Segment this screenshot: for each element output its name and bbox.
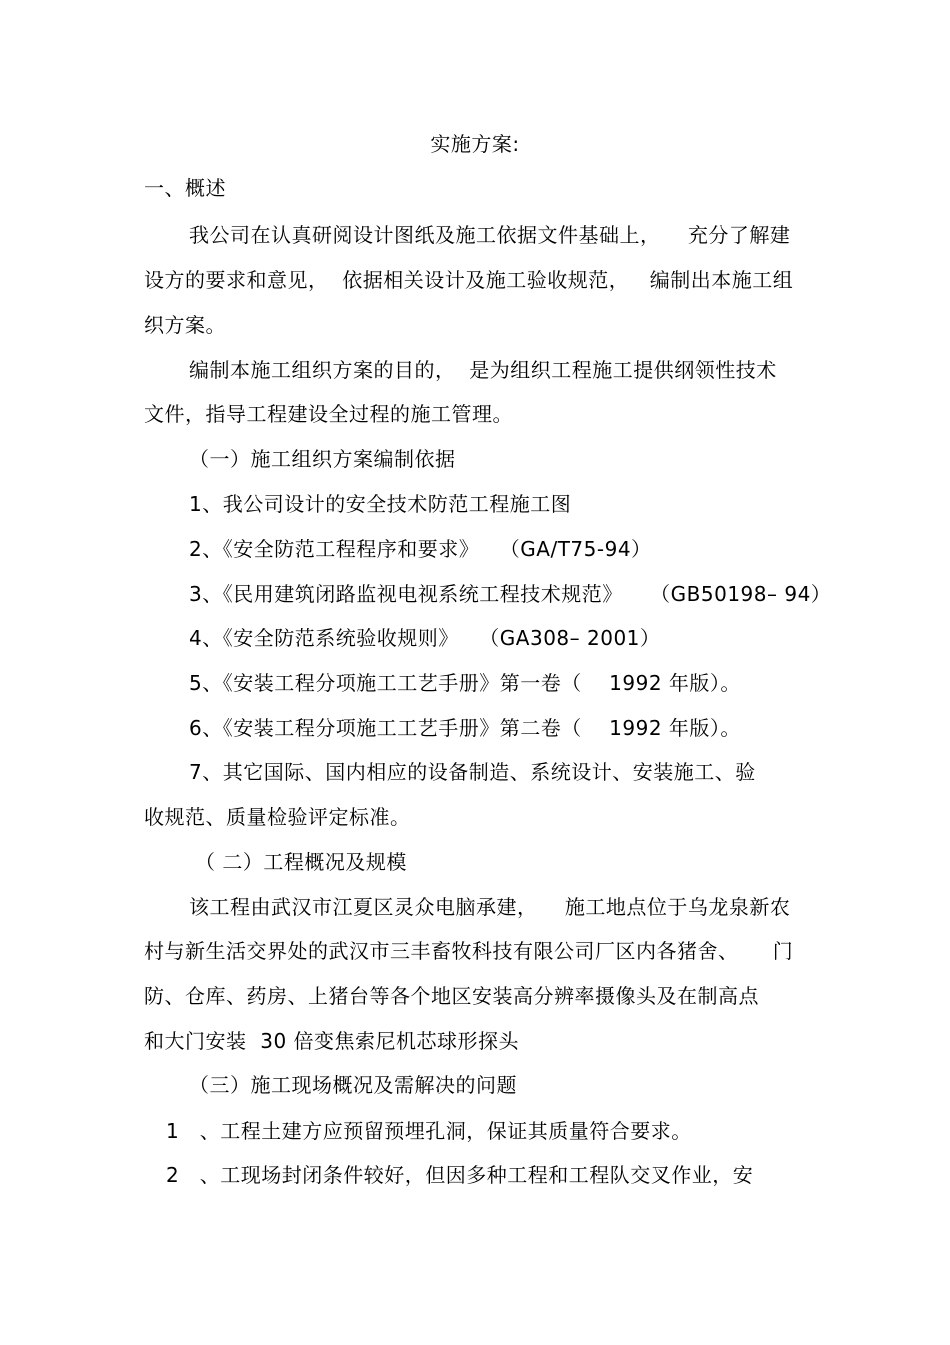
list-item: 6、《安装工程分项施工工艺手册》第二卷（ 1992 年版）。 [189,716,741,740]
list-item: 收规范、质量检验评定标准。 [144,805,411,829]
paragraph-line: 我公司在认真研阅设计图纸及施工依据文件基础上， 充分了解建 [189,223,791,247]
list-item: 3、《民用建筑闭路监视电视系统工程技术规范》 （GB50198– 94） [189,582,832,606]
paragraph-line: 和大门安装 30 倍变焦索尼机芯球形探头 [144,1029,520,1053]
list-item: 2、《安全防范工程程序和要求》 （GA/T75-94） [189,537,652,561]
list-item: 4、《安全防范系统验收规则》 （GA308– 2001） [189,626,661,650]
paragraph-line: 村与新生活交界处的武汉市三丰畜牧科技有限公司厂区内各猪舍、 门 [144,939,794,963]
paragraph-line: 设方的要求和意见， 依据相关设计及施工验收规范， 编制出本施工组 [144,268,794,292]
list-item: 7、其它国际、国内相应的设备制造、系统设计、安装施工、验 [189,760,756,784]
section-heading-overview: 一、概述 [144,176,226,200]
subsection-heading-site: （三）施工现场概况及需解决的问题 [189,1073,517,1097]
paragraph-line: 织方案。 [144,313,226,337]
paragraph-line: 防、仓库、药房、上猪台等各个地区安装高分辨率摄像头及在制高点 [144,984,759,1008]
list-item: 1、我公司设计的安全技术防范工程施工图 [189,492,572,516]
list-item: 1 、工程土建方应预留预埋孔洞，保证其质量符合要求。 [166,1119,692,1143]
paragraph-line: 该工程由武汉市江夏区灵众电脑承建， 施工地点位于乌龙泉新农 [189,895,791,919]
paragraph-line: 编制本施工组织方案的目的， 是为组织工程施工提供纲领性技术 [189,358,777,382]
subsection-heading-basis: （一）施工组织方案编制依据 [189,447,456,471]
list-item: 2 、工现场封闭条件较好，但因多种工程和工程队交叉作业，安 [166,1163,754,1187]
paragraph-line: 文件，指导工程建设全过程的施工管理。 [144,402,513,426]
document-title: 实施方案: [430,132,520,156]
list-item: 5、《安装工程分项施工工艺手册》第一卷（ 1992 年版）。 [189,671,741,695]
subsection-heading-scope: （ 二）工程概况及规模 [195,850,407,874]
